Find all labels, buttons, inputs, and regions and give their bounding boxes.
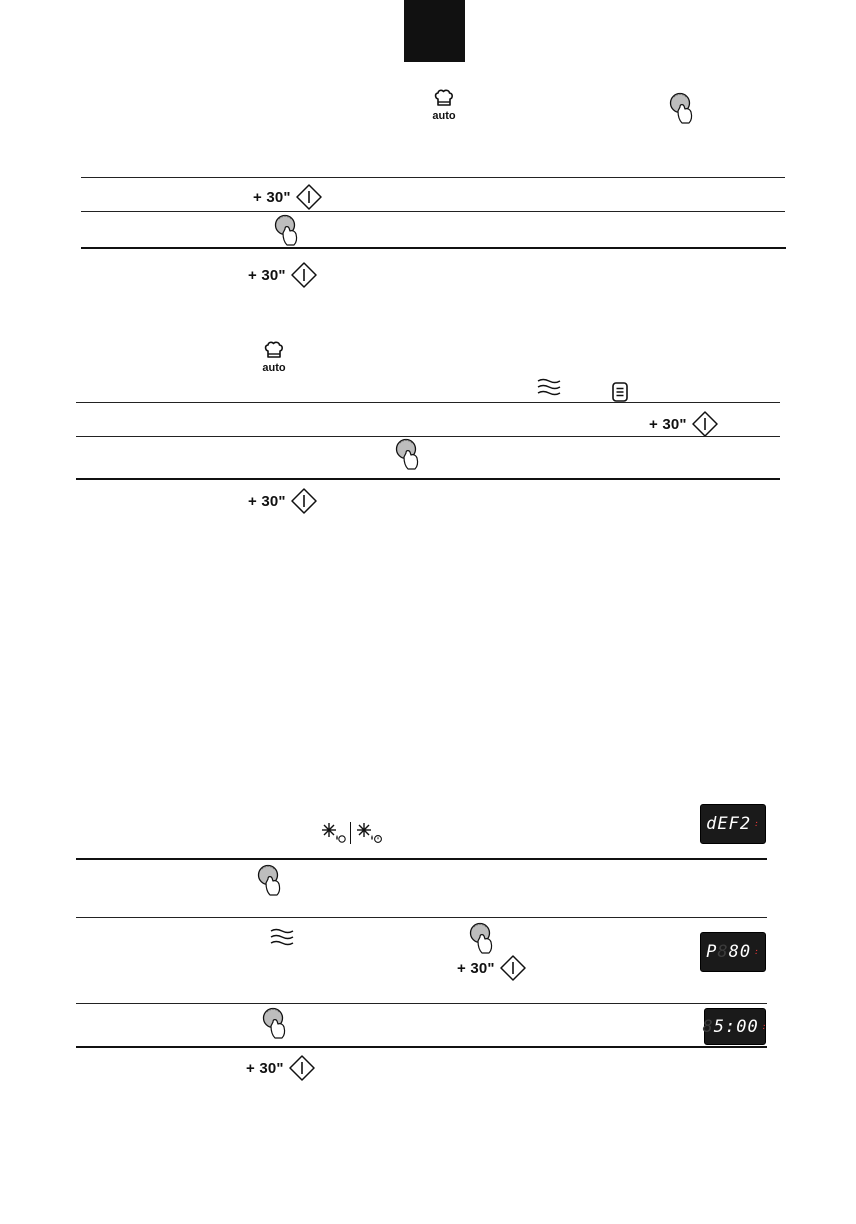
start-diamond-icon	[289, 1055, 315, 1081]
plus30-start-button[interactable]	[248, 488, 317, 514]
rotary-knob-icon	[256, 864, 284, 898]
start-diamond-icon	[291, 488, 317, 514]
menu-button[interactable]	[612, 382, 628, 407]
rotary-knob-icon	[273, 214, 301, 248]
plus30-start-button[interactable]	[253, 184, 322, 210]
display-main: 5:00	[713, 1016, 759, 1037]
plus30-start-button[interactable]	[649, 411, 718, 437]
rotary-knob[interactable]	[256, 864, 284, 903]
rotary-knob[interactable]	[668, 92, 696, 131]
defrost-weight-icon	[320, 822, 346, 844]
start-diamond-icon	[291, 262, 317, 288]
divider	[76, 1046, 767, 1048]
rotary-knob-icon	[468, 922, 496, 956]
divider	[76, 1003, 767, 1004]
chef-hat-icon	[432, 88, 456, 112]
plus30-label: + 30"	[246, 1059, 284, 1077]
plus30-label: + 30"	[457, 959, 495, 977]
lcd-display	[704, 1008, 766, 1045]
plus30-start-button[interactable]	[248, 262, 317, 288]
auto-label: auto	[262, 362, 286, 374]
wave-icon	[537, 378, 561, 396]
lcd-display	[700, 804, 766, 844]
start-diamond-icon	[296, 184, 322, 210]
divider	[81, 177, 785, 178]
menu-list-icon	[612, 382, 628, 402]
rotary-knob-icon	[394, 438, 422, 472]
plus30-start-button[interactable]	[246, 1055, 315, 1081]
divider	[76, 436, 780, 437]
display-dots: :	[761, 1021, 768, 1031]
rotary-knob[interactable]	[394, 438, 422, 477]
display-dots: :	[754, 819, 760, 828]
divider	[81, 211, 785, 212]
plus30-label: + 30"	[649, 415, 687, 433]
divider	[76, 402, 780, 403]
lcd-display	[700, 932, 766, 972]
display-lead: P	[706, 942, 718, 962]
microwave-button[interactable]	[537, 378, 561, 401]
chef-hat-icon	[262, 340, 286, 364]
separator	[350, 822, 351, 844]
display-spacer: 8	[717, 942, 729, 962]
start-diamond-icon	[692, 411, 718, 437]
divider	[76, 858, 767, 860]
rotary-knob-icon	[261, 1007, 289, 1041]
plus30-label: + 30"	[248, 492, 286, 510]
wave-icon	[270, 928, 294, 946]
plus30-label: + 30"	[248, 266, 286, 284]
display-dots: :	[754, 947, 760, 956]
defrost-buttons[interactable]	[320, 822, 383, 844]
rotary-knob[interactable]	[261, 1007, 289, 1046]
divider	[76, 478, 780, 480]
section-tab	[404, 0, 465, 62]
defrost-time-icon	[355, 822, 383, 844]
display-main: 80	[728, 942, 752, 962]
plus30-label: + 30"	[253, 188, 291, 206]
plus30-start-button[interactable]	[457, 955, 526, 981]
divider	[81, 247, 786, 249]
auto-button[interactable]	[424, 88, 464, 130]
display-main: dEF2	[706, 814, 752, 834]
start-diamond-icon	[500, 955, 526, 981]
auto-label: auto	[432, 110, 456, 122]
microwave-button[interactable]	[270, 928, 294, 951]
rotary-knob-icon	[668, 92, 696, 126]
display-spacer: 8	[702, 1016, 714, 1037]
auto-button[interactable]	[254, 340, 294, 382]
divider	[76, 917, 767, 918]
